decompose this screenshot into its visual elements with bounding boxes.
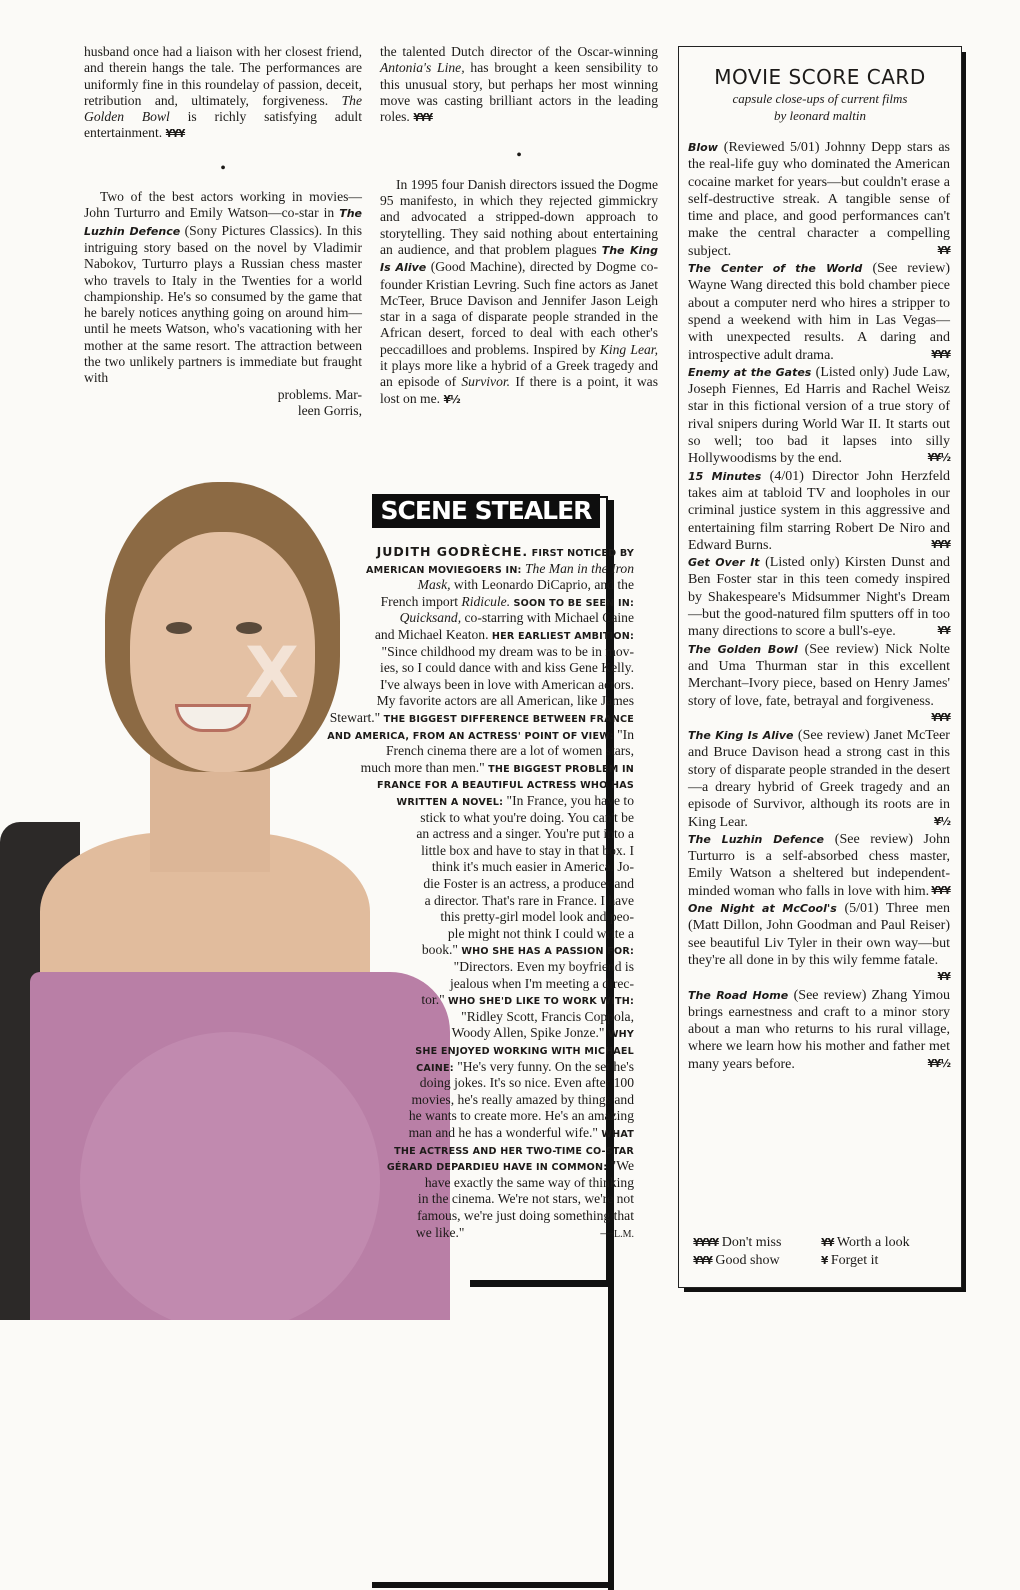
- scene-stealer-line: tor." WHO SHE'D LIKE TO WORK WITH:: [421, 992, 634, 1008]
- scene-stealer-line: AMERICAN MOVIEGOERS IN: The Man in the Iron: [366, 560, 634, 576]
- scene-stealer-line: French import Ridicule. SOON TO BE SEEN IN:: [380, 593, 634, 609]
- score-card-entry: [688, 831, 950, 900]
- entry-text: (5/01) Three men (Matt Dillon, John Goodman and Paul Reiser) see beautiful Liv Tyler in their own way—but they're all done in by this wily femme fatale.: [688, 901, 950, 968]
- score-card-entry: [688, 641, 950, 727]
- score-card-entry: [688, 900, 950, 986]
- entry-rating: ¥½: [933, 815, 950, 828]
- scene-stealer-line: "Directors. Even my boyfriend is: [453, 959, 634, 974]
- score-card: [678, 46, 962, 1288]
- scene-stealer-line: Woody Allen, Spike Jonze." WHY: [451, 1025, 634, 1041]
- col1-paragraph-1: husband once had a liaison with her closest friend, and therein hangs the tale. The performances are uniformly fine in this roundelay of passion, deceit, retribution and, ultimately, forgiveness. The Golden Bowl is richly satisfying adult entertainment. ¥¥¥: [84, 44, 362, 141]
- scene-stealer-line: stick to what you're doing. You can't be: [420, 809, 634, 825]
- scene-stealer-line: GÉRARD DEPARDIEU HAVE IN COMMON: "We: [386, 1158, 634, 1174]
- section-bullet: •: [220, 159, 226, 177]
- rating-marks: ¥¥¥: [413, 112, 433, 125]
- scene-stealer-line: French cinema there are a lot of women stars,: [386, 743, 634, 759]
- entry-text: (See review) Janet McTeer and Bruce Davison head a strong cast in this story of disparate people stranded in the desert—a dreary hybrid of Greek tragedy and an episode of Survivor, although its roots are in King Lear.: [688, 728, 950, 830]
- scene-stealer-line: man and he has a wonderful wife." WHAT: [408, 1125, 634, 1140]
- legend-label: Worth a look: [833, 1235, 910, 1250]
- score-card-entry: [688, 468, 950, 554]
- legend-item: [821, 1234, 941, 1252]
- col2-paragraph-1: the talented Dutch director of the Oscar-winning Antonia's Line, has brought a keen sensibility to this unusual story, but perhaps her most winning move was casting brilliant actors in the leading roles. ¥¥¥: [380, 44, 658, 125]
- entry-title: 15 Minutes: [688, 469, 770, 483]
- entry-title: The Luzhin Defence: [688, 832, 835, 846]
- scene-stealer-line: he wants to create more. He's an amazing: [408, 1108, 634, 1124]
- scene-stealer-line: Quicksand, co-starring with Michael Caine: [399, 610, 634, 626]
- scene-stealer-line: little box and have to stay in that box. I: [421, 842, 634, 858]
- scene-stealer-line: ple might not think I could write a: [447, 925, 634, 941]
- legend-item: [693, 1252, 813, 1270]
- scene-stealer-line: movies, he's really amazed by things and: [411, 1091, 634, 1107]
- score-card-entries: [688, 139, 950, 1073]
- watermark: X: [245, 632, 299, 714]
- legend-rating: ¥¥¥¥: [693, 1237, 719, 1249]
- scene-stealer-line: FRANCE FOR A BEAUTIFUL ACTRESS WHO HAS: [377, 780, 634, 792]
- scene-stealer-line: think it's much easier in America. Jo-: [431, 859, 634, 875]
- col1-paragraph-2: Two of the best actors working in movies—John Turturro and Emily Watson—co-star in The Luzhin Defence (Sony Pictures Classics). In this intriguing story based on the novel by Vladimir Nabokov, Turturro plays a Russian chess master who travels to Italy in the Twenties for a world championship. He's so consumed by the game that he barely notices anything going on around him—until he meets Watson, who's vacationing with her mother at the same resort. The attraction between the two unlikely partners is immediate but fraught with: [84, 189, 362, 386]
- entry-title: Enemy at the Gates: [688, 365, 816, 379]
- entry-rating: ¥¥½: [927, 1057, 950, 1070]
- scene-stealer-line: much more than men." THE BIGGEST PROBLEM IN: [360, 759, 634, 775]
- entry-rating: ¥¥½: [927, 452, 950, 465]
- entry-text: (See review) John Turturro is a self-absorbed chess master, Emily Watson a sheltered but independent-minded woman who falls in love with him.: [688, 831, 950, 899]
- scene-stealer-line: My favorite actors are all American, like James: [376, 693, 634, 709]
- column-1: [84, 44, 362, 419]
- entry-text: (See review) Wayne Wang directed this bold chamber piece about a computer nerd who hires a stripper to spend a weekend with him in Las Vegas—with unexpected results. A daring and introspective adult drama.: [688, 261, 950, 363]
- scene-stealer-line: Mask, with Leonardo DiCaprio, and the: [417, 577, 634, 593]
- score-card-entry: [688, 727, 950, 831]
- scene-stealer-line: doing jokes. It's so nice. Even after 100: [419, 1075, 634, 1091]
- scene-stealer-line: we like." —L.M.: [415, 1224, 634, 1240]
- legend-row: [687, 1234, 957, 1252]
- col2-paragraph-2: In 1995 four Danish directors issued the Dogme 95 manifesto, in which they rejected gimmickry and advocated a stripped-down approach to storytelling. They said nothing about entertaining an audience, and that problem plagues The King Is Alive (Good Machine), directed by Dogme co-founder Kristian Levring. Such fine actors as Janet McTeer, Bruce Davison and Jennifer Jason Leigh star in a saga of disparate people stranded in the African desert, forced to deal with each other's peccadilloes and problems. Inspired by King Lear, it plays more like a hybrid of a Greek tragedy and an episode of Survivor. If there is a point, it was lost on me. ¥½: [380, 176, 659, 406]
- film-title: Survivor.: [461, 374, 511, 390]
- entry-text: (See review) Zhang Yimou brings earnestness and craft to a minor story about a man who returns to his rural village, where we learn how his mother and father met many years before.: [688, 987, 950, 1072]
- entry-rating: ¥¥: [937, 971, 950, 984]
- rating-marks: ¥½: [443, 393, 460, 406]
- rating-marks: ¥¥¥: [165, 128, 185, 141]
- entry-rating: ¥¥: [937, 244, 950, 257]
- entry-title: The King Is Alive: [688, 729, 798, 743]
- scene-stealer-line: famous, we're just doing something that: [417, 1208, 634, 1223]
- scene-stealer-line: jealous when I'm meeting a direc-: [449, 975, 634, 991]
- entry-text: (Listed only) Kirsten Dunst and Ben Foster star in this teen comedy inspired by Shakespeare's Midsummer Night's Dream—but the good-natured film sputters off in too many directions to score a bull's-eye.: [688, 555, 950, 640]
- scene-stealer-line: this pretty-girl model look and peo-: [440, 909, 634, 925]
- entry-rating: ¥¥¥: [931, 884, 950, 897]
- scene-stealer-line: AND AMERICA, FROM AN ACTRESS' POINT OF VIEW: "In: [327, 726, 634, 742]
- scene-stealer-line: have exactly the same way of thinking: [424, 1174, 634, 1190]
- scene-stealer-line: book." WHO SHE HAS A PASSION FOR:: [421, 942, 634, 958]
- score-card-entry: [688, 260, 950, 364]
- film-title: The Luzhin Defence: [84, 207, 362, 238]
- scene-stealer-text: [320, 544, 634, 1284]
- entry-title: The Center of the World: [688, 262, 873, 276]
- film-title: Antonia's Line,: [380, 60, 465, 76]
- entry-text: (See review) Nick Nolte and Uma Thurman star in this excellent Merchant–Ivory piece, based on Henry James' story of love, fate, betrayal and forgiveness.: [688, 641, 950, 709]
- legend-rating: ¥¥: [821, 1237, 834, 1249]
- scene-stealer-line: "Since childhood my dream was to be in mov-: [381, 643, 634, 659]
- legend-item: [693, 1234, 813, 1252]
- scene-stealer-line: an actress and a singer. You're put into a: [416, 826, 634, 842]
- legend-rating: ¥¥¥: [693, 1255, 712, 1267]
- scene-stealer-line: I've always been in love with American actors.: [380, 676, 634, 692]
- legend-label: Don't miss: [718, 1235, 782, 1250]
- scene-stealer-line: JUDITH GODRÈCHE. FIRST NOTICED BY: [376, 544, 634, 559]
- entry-text: (Reviewed 5/01) Johnny Depp stars as the real-life guy who dominated the American cocaine market for years—but couldn't erase a self-destructive streak. A tangible sense of time and place, and good performances can't make the central character a compelling subject.: [688, 140, 950, 259]
- scene-stealer-line: Stewart." THE BIGGEST DIFFERENCE BETWEEN FRANCE: [329, 710, 634, 725]
- legend-label: Forget it: [827, 1253, 879, 1268]
- score-card-title: MOVIE SCORE CARD: [714, 65, 926, 89]
- scene-stealer-line: "Ridley Scott, Francis Coppola,: [461, 1008, 634, 1024]
- scene-stealer-shadow-bottom: [372, 1582, 614, 1588]
- scene-stealer-line: CAINE: "He's very funny. On the set he's: [416, 1058, 634, 1074]
- entry-rating: ¥¥¥: [931, 348, 950, 361]
- entry-title: Get Over It: [688, 556, 766, 570]
- scene-stealer-line: ies, so I could dance with and kiss Gene Kelly.: [380, 660, 634, 676]
- entry-title: Blow: [688, 141, 724, 154]
- column-2: [380, 44, 658, 408]
- entry-rating: ¥¥¥: [931, 711, 950, 724]
- legend-item: [821, 1252, 941, 1270]
- entry-title: The Golden Bowl: [688, 642, 805, 656]
- section-bullet: •: [516, 147, 522, 165]
- score-card-byline: by leonard maltin: [774, 108, 866, 123]
- film-title: King Lear,: [599, 341, 658, 357]
- score-card-entry: [688, 364, 950, 468]
- entry-rating: ¥¥: [937, 625, 950, 638]
- entry-title: The Road Home: [688, 988, 794, 1002]
- scene-stealer-line: die Foster is an actress, a producer and: [423, 876, 634, 891]
- score-card-entry: [688, 554, 950, 640]
- entry-text: (Listed only) Jude Law, Joseph Fiennes, Ed Harris and Rachel Weisz star in this fictional version of a true story of rival snipers during World War II. It starts out so well; too bad it lapses into silly Hollywoodisms by the end.: [688, 364, 950, 467]
- rating-legend: [687, 1234, 957, 1270]
- legend-rating: ¥: [821, 1255, 828, 1267]
- scene-stealer-line: WRITTEN A NOVEL: "In France, you have to: [396, 793, 634, 808]
- film-title: The King Is Alive: [380, 243, 658, 275]
- score-card-subtitle: capsule close-ups of current films: [732, 91, 908, 106]
- col1-wrap-line-1: problems. Mar-: [277, 386, 362, 402]
- score-card-entry: [688, 987, 950, 1073]
- entry-title: One Night at McCool's: [688, 902, 845, 916]
- scene-stealer-line: in the cinema. We're not stars, we're not: [417, 1191, 634, 1207]
- scene-stealer-line: a director. That's rare in France. I have: [424, 892, 634, 908]
- entry-text: (4/01) Director John Herzfeld takes aim at tabloid TV and loopholes in our criminal justice system in this aggressive and entertaining film starring Robert De Niro and Edward Burns.: [688, 468, 950, 553]
- legend-label: Good show: [711, 1253, 780, 1268]
- score-card-entry: [688, 139, 950, 260]
- legend-row: [687, 1252, 957, 1270]
- film-title: The Golden Bowl: [84, 92, 362, 125]
- scene-stealer-heading: SCENE STEALER: [372, 494, 600, 528]
- entry-rating: ¥¥¥: [931, 538, 950, 551]
- col1-wrap-line-2: leen Gorris,: [297, 402, 362, 418]
- scene-stealer-line: SHE ENJOYED WORKING WITH MICHAEL: [415, 1046, 634, 1057]
- scene-stealer-line: THE ACTRESS AND HER TWO-TIME CO-STAR: [394, 1145, 634, 1157]
- scene-stealer-line: and Michael Keaton. HER EARLIEST AMBITION:: [374, 627, 634, 642]
